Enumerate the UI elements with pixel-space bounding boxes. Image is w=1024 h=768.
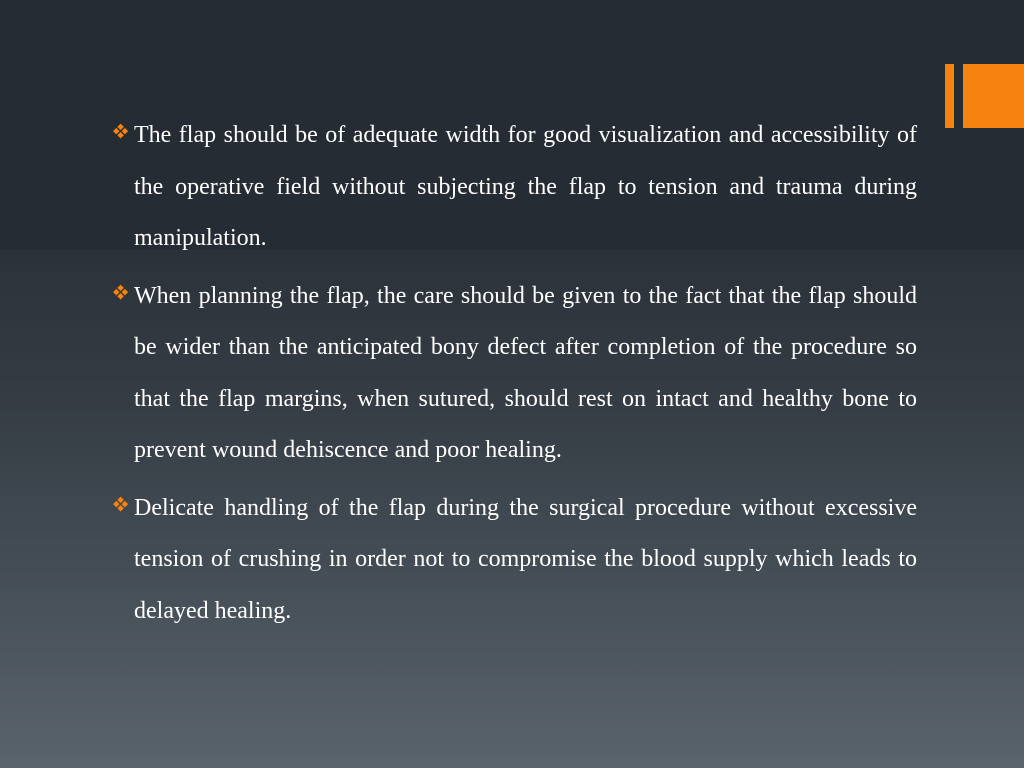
bullet-text: Delicate handling of the flap during the surgical procedure without excessive tension of crushing in order not to compromise the blood supply which leads to delayed healing. bbox=[134, 494, 917, 624]
diamond-bullet-icon bbox=[112, 123, 130, 141]
bullet-item bbox=[112, 271, 917, 477]
bullet-item bbox=[112, 110, 917, 265]
accent-bar-thick bbox=[963, 64, 1024, 128]
bullet-text: When planning the flap, the care should be given to the fact that the flap should be wider than the anticipated bony defect after completion of the procedure so that the flap margins, when sutured, should rest on intact and healthy bone to prevent wound dehiscence and poor healing. bbox=[134, 282, 917, 463]
bullet-text: The flap should be of adequate width for good visualization and accessibility of the operative field without subjecting the flap to tension and trauma during manipulation. bbox=[134, 122, 917, 251]
accent-bar-thin bbox=[945, 64, 954, 128]
diamond-bullet-icon bbox=[112, 496, 130, 514]
slide-body bbox=[112, 110, 917, 643]
diamond-bullet-icon bbox=[112, 284, 130, 302]
bullet-item bbox=[112, 483, 917, 638]
